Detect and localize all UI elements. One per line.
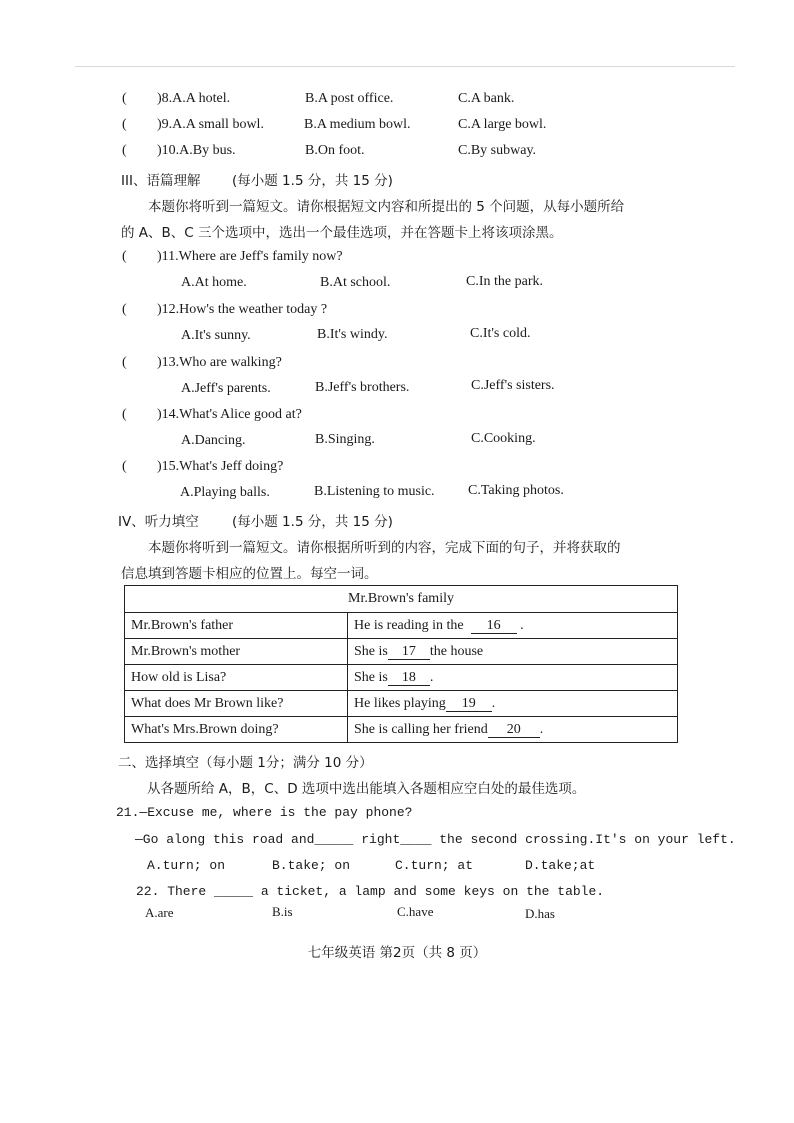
answer-paren: ( — [122, 91, 127, 106]
question-line-1: 22. There _____ a ticket, a lamp and some keys on the table. — [136, 884, 605, 899]
option-c: C.Taking photos. — [468, 483, 564, 498]
answer-paren: ( — [122, 407, 127, 422]
question-stem: )13.Who are walking? — [157, 355, 282, 370]
table-cell-answer — [348, 691, 678, 717]
option-c: C.Jeff's sisters. — [471, 378, 555, 393]
question-stem: )10.A.By bus. — [157, 143, 236, 158]
question-line-1: 21.—Excuse me, where is the pay phone? — [116, 805, 413, 820]
cell-text-post: . — [491, 695, 496, 711]
option-c: C.A bank. — [458, 91, 515, 106]
answer-blank-16: 16 — [471, 619, 517, 634]
option-a: A.It's sunny. — [181, 328, 251, 343]
option-c: C.In the park. — [466, 274, 543, 289]
page-top-rule — [75, 66, 735, 67]
table-cell-question: How old is Lisa? — [125, 665, 348, 691]
question-stem: )9.A.A small bowl. — [157, 117, 264, 132]
family-table — [124, 585, 678, 743]
option-b: B.is — [272, 904, 293, 919]
cell-text: He is reading in the — [354, 617, 464, 633]
table-header: Mr.Brown's family — [125, 586, 678, 613]
option-c: C.By subway. — [458, 143, 537, 158]
table-row — [125, 717, 678, 743]
section-3-instruction-1: 本题你将听到一篇短文。请你根据短文内容和所提出的 5 个问题，从每小题所给 — [148, 199, 625, 215]
option-b: B.A medium bowl. — [304, 117, 411, 132]
section-3-instruction-2: 的 A、B、C 三个选项中，选出一个最佳选项，并在答题卡上将该项涂黑。 — [121, 225, 563, 241]
answer-paren: ( — [122, 302, 127, 317]
cell-text: He likes playing — [354, 695, 446, 711]
option-b: B.Jeff's brothers. — [315, 380, 410, 395]
option-a: A.Playing balls. — [180, 485, 270, 500]
table-cell-question: Mr.Brown's mother — [125, 639, 348, 665]
table-cell-answer — [348, 639, 678, 665]
option-d: D.has — [525, 906, 555, 921]
table-row — [125, 665, 678, 691]
option-a: A.At home. — [181, 275, 247, 290]
cell-text: She is — [354, 669, 388, 685]
section-4-score: (每小题 1.5 分，共 15 分) — [232, 514, 393, 530]
answer-paren: ( — [122, 355, 127, 370]
cell-text-post: the house — [429, 643, 484, 659]
cell-text-post: . — [539, 721, 544, 737]
option-b: B.On foot. — [305, 143, 365, 158]
table-header-row — [125, 586, 678, 613]
answer-blank-17: 17 — [388, 645, 430, 660]
option-b: B.A post office. — [305, 91, 394, 106]
cell-text: She is calling her friend — [354, 721, 488, 737]
page-footer: 七年级英语 第2页（共 8 页） — [307, 945, 487, 961]
cell-text-post: . — [520, 617, 524, 633]
option-b: B.Listening to music. — [314, 484, 435, 499]
question-stem: )11.Where are Jeff's family now? — [157, 249, 343, 264]
cell-text: She is — [354, 643, 388, 659]
section-3-score: (每小题 1.5 分，共 15 分) — [232, 173, 393, 189]
option-c: C.turn; at — [395, 858, 474, 873]
question-stem: )15.What's Jeff doing? — [157, 459, 284, 474]
answer-blank-20: 20 — [488, 723, 540, 738]
table-cell-answer — [348, 717, 678, 743]
table-cell-answer — [348, 613, 678, 639]
table-cell-question: What does Mr Brown like? — [125, 691, 348, 717]
section-3-title: III、语篇理解 — [121, 173, 201, 189]
option-c: C.A large bowl. — [458, 117, 547, 132]
question-line-2: —Go along this road and_____ right____ the second crossing.It's on your left. — [135, 832, 736, 847]
answer-paren: ( — [122, 459, 127, 474]
cell-text-post: . — [429, 669, 434, 685]
table-row — [125, 639, 678, 665]
section-4-instruction-1: 本题你将听到一篇短文。请你根据所听到的内容，完成下面的句子，并将获取的 — [148, 540, 621, 556]
option-c: C.have — [397, 904, 434, 919]
option-a: A.are — [145, 905, 174, 920]
table-row — [125, 613, 678, 639]
part-2-title: 二、选择填空（每小题 1分；满分 10 分） — [118, 755, 373, 771]
option-b: B.Singing. — [315, 432, 375, 447]
section-4-title: IV、听力填空 — [118, 514, 199, 530]
answer-blank-19: 19 — [446, 697, 492, 712]
option-d: D.take;at — [525, 858, 596, 873]
option-b: B.It's windy. — [317, 327, 388, 342]
option-b: B.take; on — [272, 858, 351, 873]
question-stem: )12.How's the weather today ? — [157, 302, 328, 317]
option-a: A.Jeff's parents. — [181, 381, 271, 396]
option-c: C.Cooking. — [471, 431, 536, 446]
part-2-instruction: 从各题所给 A，B，C、D 选项中选出能填入各题相应空白处的最佳选项。 — [147, 781, 586, 797]
table-cell-question: Mr.Brown's father — [125, 613, 348, 639]
table-cell-question: What's Mrs.Brown doing? — [125, 717, 348, 743]
option-c: C.It's cold. — [470, 326, 531, 341]
answer-paren: ( — [122, 117, 127, 132]
option-a: A.turn; on — [147, 858, 226, 873]
question-stem: )8.A.A hotel. — [157, 91, 231, 106]
table-cell-answer — [348, 665, 678, 691]
option-b: B.At school. — [320, 275, 391, 290]
option-a: A.Dancing. — [181, 433, 246, 448]
answer-paren: ( — [122, 249, 127, 264]
table-row — [125, 691, 678, 717]
question-stem: )14.What's Alice good at? — [157, 407, 302, 422]
section-4-instruction-2: 信息填到答题卡相应的位置上。每空一词。 — [121, 566, 378, 582]
answer-blank-18: 18 — [388, 671, 430, 686]
answer-paren: ( — [122, 143, 127, 158]
